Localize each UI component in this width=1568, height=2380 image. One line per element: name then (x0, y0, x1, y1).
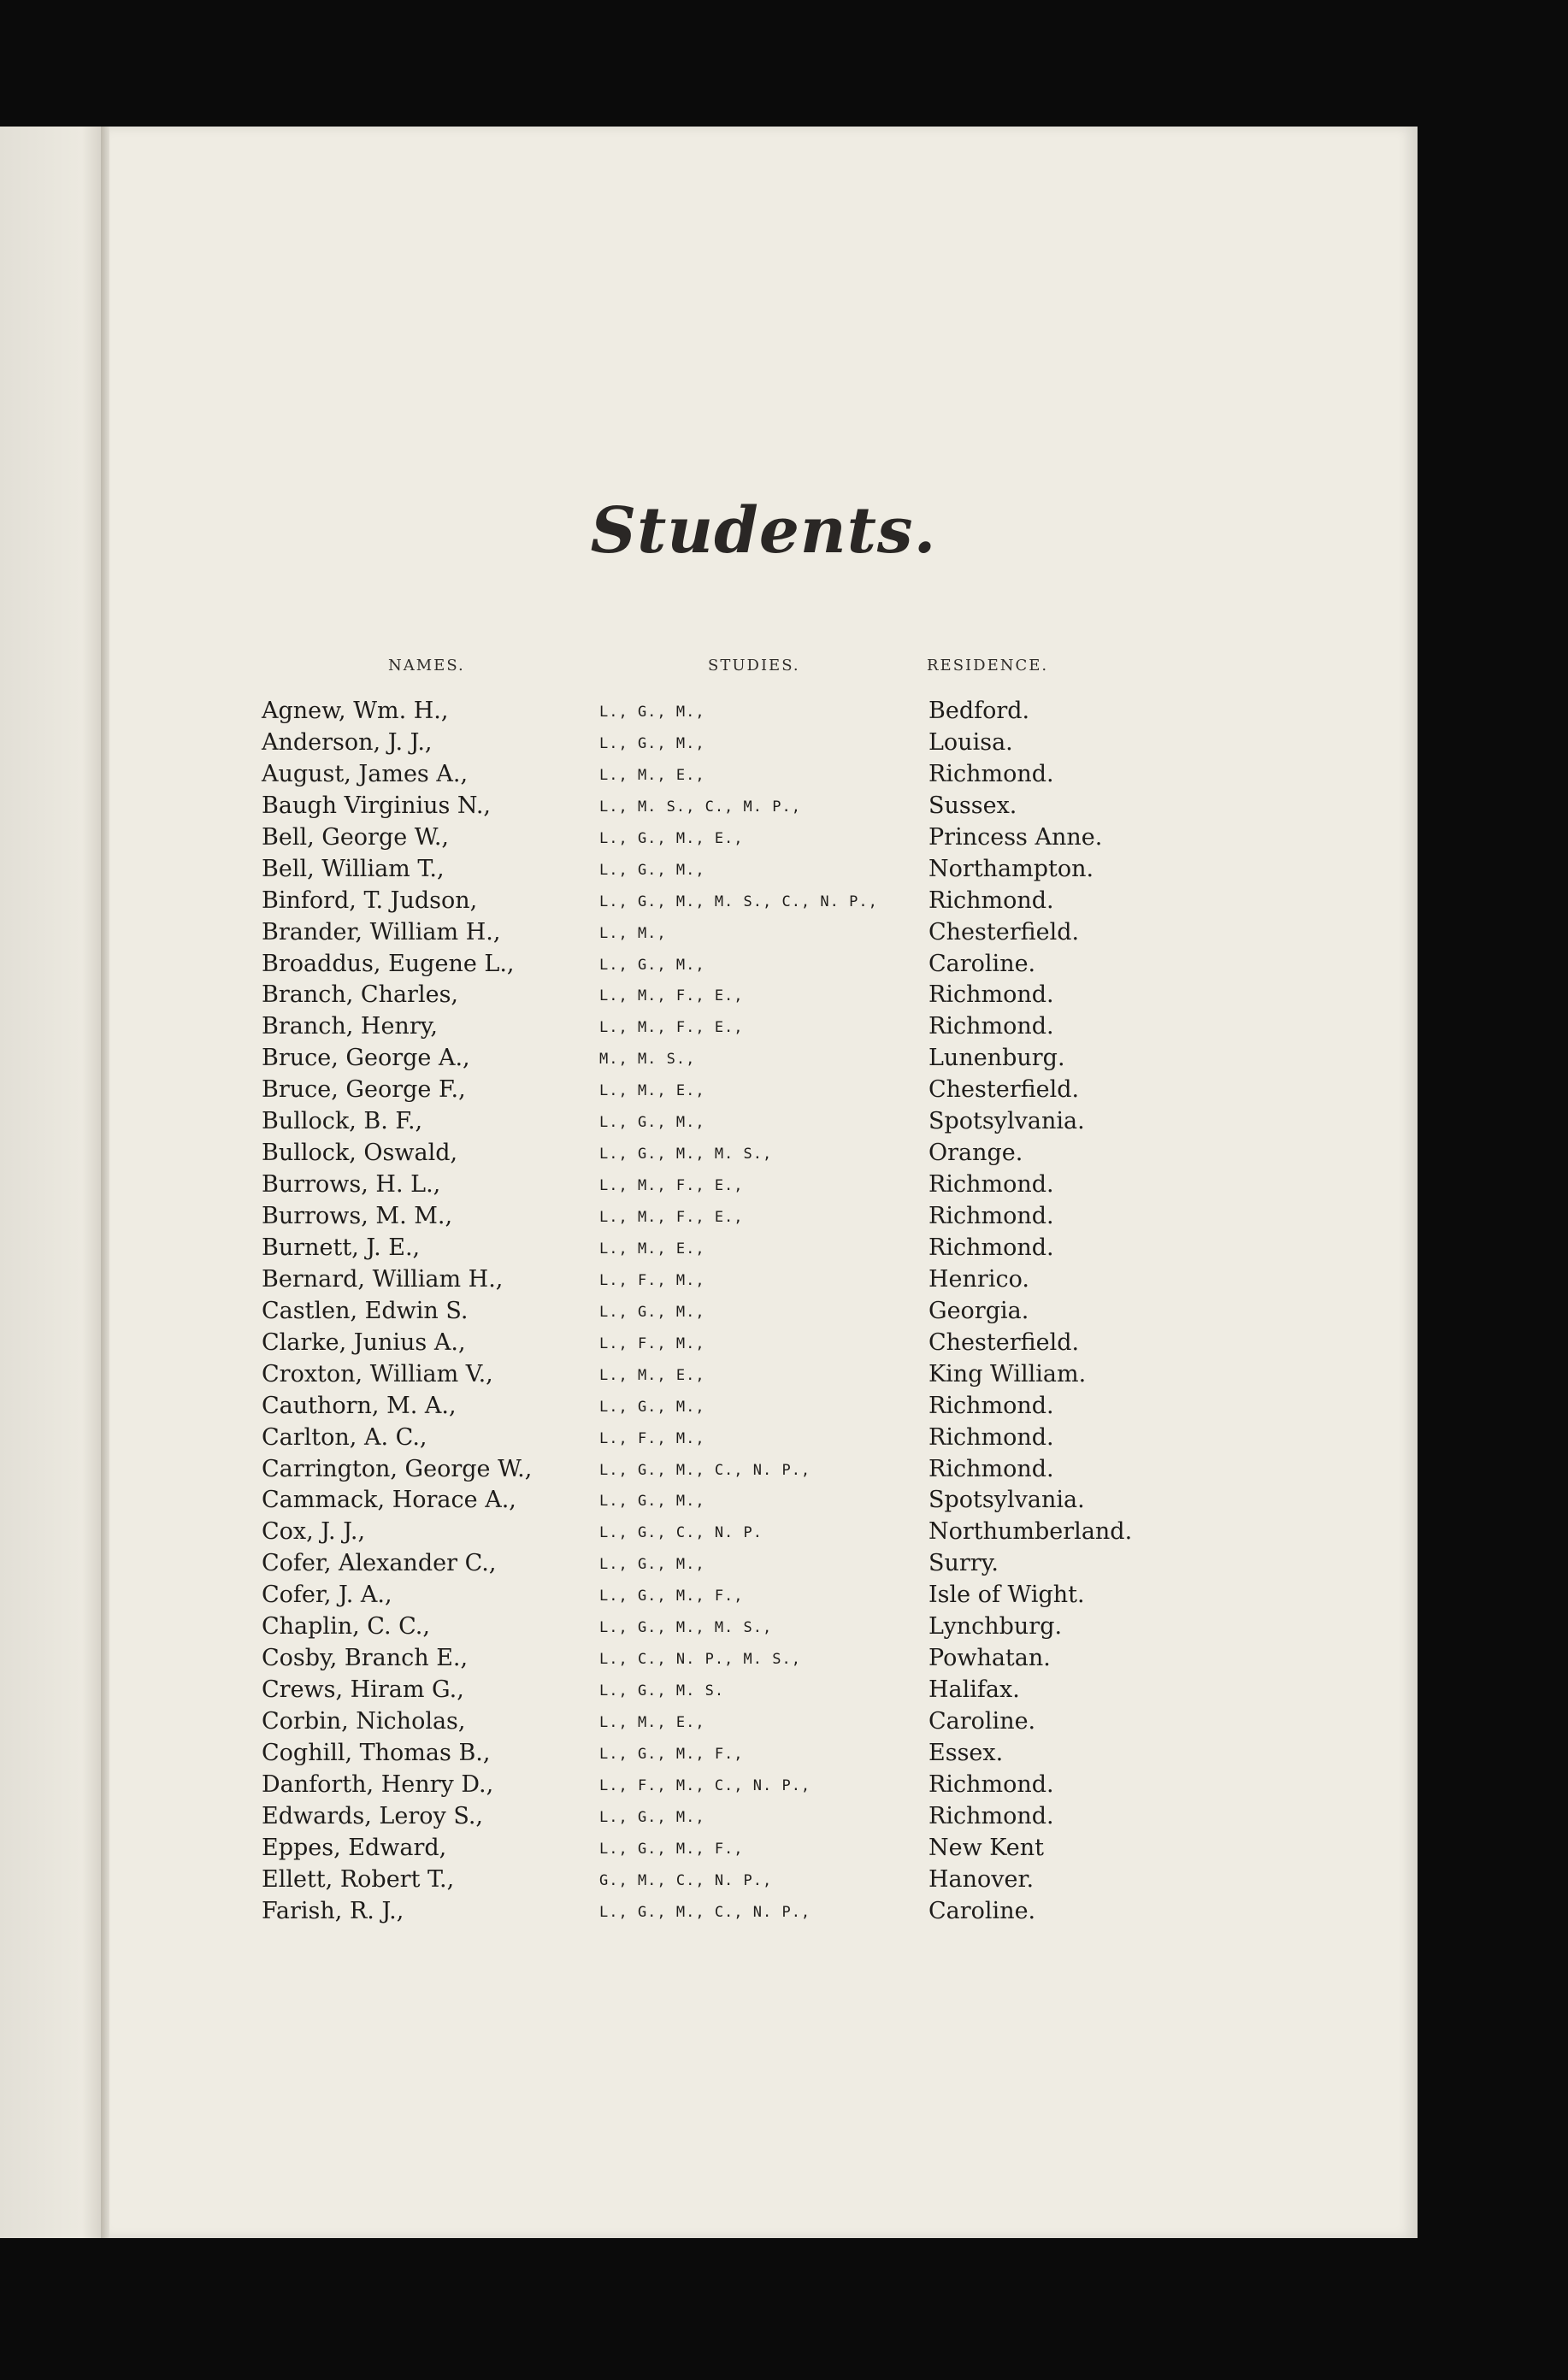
student-residence: Orange. (928, 1140, 1023, 1167)
student-studies: L., G., M., M. S., (599, 1146, 773, 1163)
student-row (109, 1329, 1306, 1361)
student-residence: Chesterfield. (928, 1076, 1080, 1104)
student-residence: Chesterfield. (928, 1328, 1080, 1356)
student-name: Eppes, Edward, (262, 1834, 447, 1861)
student-studies: L., F., M., (599, 1429, 705, 1447)
student-residence: Richmond. (928, 1171, 1054, 1199)
student-name: Chaplin, C. C., (262, 1613, 430, 1641)
student-studies: L., F., M., C., N. P., (599, 1776, 811, 1794)
student-residence: Richmond. (928, 1770, 1054, 1798)
facing-page (0, 127, 103, 2238)
student-row (109, 1076, 1306, 1108)
student-residence: Caroline. (928, 1897, 1036, 1924)
student-residence: Richmond. (928, 981, 1054, 1009)
student-residence: New Kent (928, 1834, 1044, 1861)
student-studies: L., M., E., (599, 1714, 705, 1731)
student-row (109, 1898, 1306, 1929)
student-name: Brander, William H., (262, 918, 501, 946)
student-studies: L., G., M., F., (599, 1745, 744, 1763)
student-name: Cosby, Branch E., (262, 1645, 469, 1672)
student-row (109, 1550, 1306, 1582)
student-name: Bell, George W., (262, 823, 450, 851)
student-name: Bernard, William H., (262, 1265, 504, 1293)
student-residence: Caroline. (928, 1708, 1036, 1735)
student-residence: Halifax. (928, 1676, 1020, 1704)
student-row (109, 951, 1306, 982)
student-studies: L., G., M., C., N. P., (599, 1903, 811, 1921)
student-row (109, 887, 1306, 919)
student-name: Broaddus, Eugene L., (262, 950, 515, 977)
student-studies: L., M., E., (599, 1082, 705, 1100)
student-studies: L., M., E., (599, 766, 705, 784)
student-studies: L., G., M., M. S., C., N. P., (599, 892, 878, 910)
student-row (109, 1424, 1306, 1456)
student-name: Baugh Virginius N., (262, 792, 491, 819)
student-name: Burrows, H. L., (262, 1171, 441, 1199)
student-row (109, 1835, 1306, 1866)
student-name: Carlton, A. C., (262, 1423, 427, 1451)
student-name: Cammack, Horace A., (262, 1487, 516, 1514)
student-name: Binford, T. Judson, (262, 887, 478, 914)
student-row (109, 1487, 1306, 1518)
student-residence: Hanover. (928, 1865, 1035, 1893)
student-name: Bullock, B. F., (262, 1108, 423, 1135)
student-row (109, 1613, 1306, 1645)
student-row (109, 1108, 1306, 1140)
student-name: Carrington, George W., (262, 1455, 533, 1482)
student-name: Farish, R. J., (262, 1897, 404, 1924)
student-residence: Lunenburg. (928, 1045, 1065, 1072)
student-name: Cofer, Alexander C., (262, 1550, 497, 1577)
student-row (109, 698, 1306, 729)
student-studies: G., M., C., N. P., (599, 1871, 773, 1889)
student-row (109, 1645, 1306, 1676)
student-row (109, 1393, 1306, 1424)
student-name: Croxton, William V., (262, 1360, 493, 1387)
student-residence: Georgia. (928, 1297, 1029, 1324)
student-name: Cauthorn, M. A., (262, 1392, 457, 1419)
student-residence: King William. (928, 1360, 1087, 1387)
student-row (109, 1456, 1306, 1488)
student-studies: L., G., M., (599, 1398, 705, 1416)
student-row (109, 729, 1306, 761)
student-name: Burnett, J. E., (262, 1234, 421, 1261)
student-studies: L., G., C., N. P. (599, 1524, 763, 1542)
student-row (109, 1740, 1306, 1771)
student-studies: L., G., M., E., (599, 829, 744, 847)
student-residence: Richmond. (928, 1423, 1054, 1451)
student-row (109, 824, 1306, 856)
student-residence: Caroline. (928, 950, 1036, 977)
column-header-residence: RESIDENCE. (927, 657, 1049, 675)
student-row (109, 1140, 1306, 1171)
student-studies: L., M., F., E., (599, 1177, 744, 1195)
student-row (109, 919, 1306, 951)
student-studies: L., M., F., E., (599, 1019, 744, 1037)
student-name: Crews, Hiram G., (262, 1676, 464, 1704)
student-residence: Richmond. (928, 1234, 1054, 1261)
student-name: Ellett, Robert T., (262, 1865, 455, 1893)
student-studies: L., M., F., E., (599, 987, 744, 1005)
student-name: August, James A., (262, 760, 469, 787)
student-residence: Northampton. (928, 855, 1094, 882)
student-studies: L., G., M., (599, 734, 705, 752)
column-header-names: NAMES. (388, 657, 465, 675)
student-row (109, 1676, 1306, 1708)
student-row (109, 761, 1306, 792)
student-residence: Richmond. (928, 887, 1054, 914)
student-name: Corbin, Nicholas, (262, 1708, 466, 1735)
student-residence: Chesterfield. (928, 918, 1080, 946)
student-studies: L., G., M., (599, 1303, 705, 1321)
student-studies: L., G., M., F., (599, 1840, 744, 1858)
student-residence: Richmond. (928, 760, 1054, 787)
student-studies: L., F., M., (599, 1271, 705, 1289)
student-residence: Richmond. (928, 1392, 1054, 1419)
student-studies: L., G., M. S. (599, 1682, 725, 1700)
student-name: Bruce, George F., (262, 1076, 466, 1104)
student-studies: L., G., M., (599, 704, 705, 721)
student-studies: L., G., M., (599, 1114, 705, 1132)
student-name: Clarke, Junius A., (262, 1328, 466, 1356)
student-row (109, 1171, 1306, 1203)
page-title: Students. (590, 494, 937, 568)
student-studies: L., G., M., (599, 956, 705, 974)
student-row (109, 1771, 1306, 1803)
student-residence: Louisa. (928, 728, 1013, 756)
student-row (109, 1866, 1306, 1898)
student-studies: L., G., M., (599, 861, 705, 879)
student-studies: L., G., M., (599, 1493, 705, 1511)
student-row (109, 792, 1306, 824)
student-residence: Surry. (928, 1550, 999, 1577)
student-residence: Richmond. (928, 1455, 1054, 1482)
student-residence: Spotsylvania. (928, 1487, 1085, 1514)
student-row (109, 1708, 1306, 1740)
student-studies: L., M., E., (599, 1240, 705, 1258)
student-name: Castlen, Edwin S. (262, 1297, 469, 1324)
student-name: Burrows, M. M., (262, 1203, 453, 1229)
student-studies: L., M., (599, 924, 667, 942)
student-residence: Richmond. (928, 1203, 1054, 1229)
student-name: Edwards, Leroy S., (262, 1802, 484, 1829)
student-name: Branch, Charles, (262, 981, 459, 1009)
student-studies: L., M., E., (599, 1366, 705, 1384)
student-name: Coghill, Thomas B., (262, 1739, 491, 1766)
student-name: Bullock, Oswald, (262, 1140, 458, 1167)
student-name: Bell, William T., (262, 855, 445, 882)
student-name: Branch, Henry, (262, 1013, 438, 1040)
student-studies: L., M. S., C., M. P., (599, 798, 801, 816)
student-row (109, 1518, 1306, 1550)
student-residence: Essex. (928, 1739, 1004, 1766)
student-residence: Spotsylvania. (928, 1108, 1085, 1135)
student-row (109, 1266, 1306, 1298)
student-studies: L., G., M., M. S., (599, 1619, 773, 1637)
student-studies: L., G., M., F., (599, 1588, 744, 1605)
student-row (109, 981, 1306, 1013)
student-row (109, 1361, 1306, 1393)
student-row (109, 1582, 1306, 1613)
student-studies: L., C., N. P., M. S., (599, 1651, 801, 1669)
student-residence: Bedford. (928, 698, 1030, 724)
student-studies: M., M. S., (599, 1051, 696, 1069)
student-residence: Sussex. (928, 792, 1017, 819)
student-residence: Richmond. (928, 1013, 1054, 1040)
student-row (109, 1013, 1306, 1045)
column-header-studies: STUDIES. (708, 657, 800, 675)
student-row (109, 1803, 1306, 1835)
student-row (109, 1234, 1306, 1266)
student-list (109, 698, 1306, 1929)
student-row (109, 1298, 1306, 1329)
student-studies: L., F., M., (599, 1334, 705, 1352)
student-name: Danforth, Henry D., (262, 1770, 494, 1798)
student-name: Cofer, J. A., (262, 1582, 392, 1609)
student-studies: L., G., M., (599, 1556, 705, 1574)
student-name: Agnew, Wm. H., (262, 698, 449, 724)
student-residence: Lynchburg. (928, 1613, 1063, 1641)
student-row (109, 1045, 1306, 1076)
student-name: Bruce, George A., (262, 1045, 470, 1072)
student-row (109, 856, 1306, 887)
document-page (109, 127, 1418, 2238)
student-name: Anderson, J. J., (262, 728, 433, 756)
student-studies: L., M., F., E., (599, 1209, 744, 1226)
student-studies: L., G., M., C., N. P., (599, 1461, 811, 1479)
student-residence: Henrico. (928, 1265, 1029, 1293)
student-residence: Isle of Wight. (928, 1582, 1085, 1609)
student-name: Cox, J. J., (262, 1518, 366, 1546)
student-row (109, 1203, 1306, 1234)
student-studies: L., G., M., (599, 1808, 705, 1826)
student-residence: Princess Anne. (928, 823, 1103, 851)
student-residence: Richmond. (928, 1802, 1054, 1829)
student-residence: Northumberland. (928, 1518, 1133, 1546)
student-residence: Powhatan. (928, 1645, 1051, 1672)
